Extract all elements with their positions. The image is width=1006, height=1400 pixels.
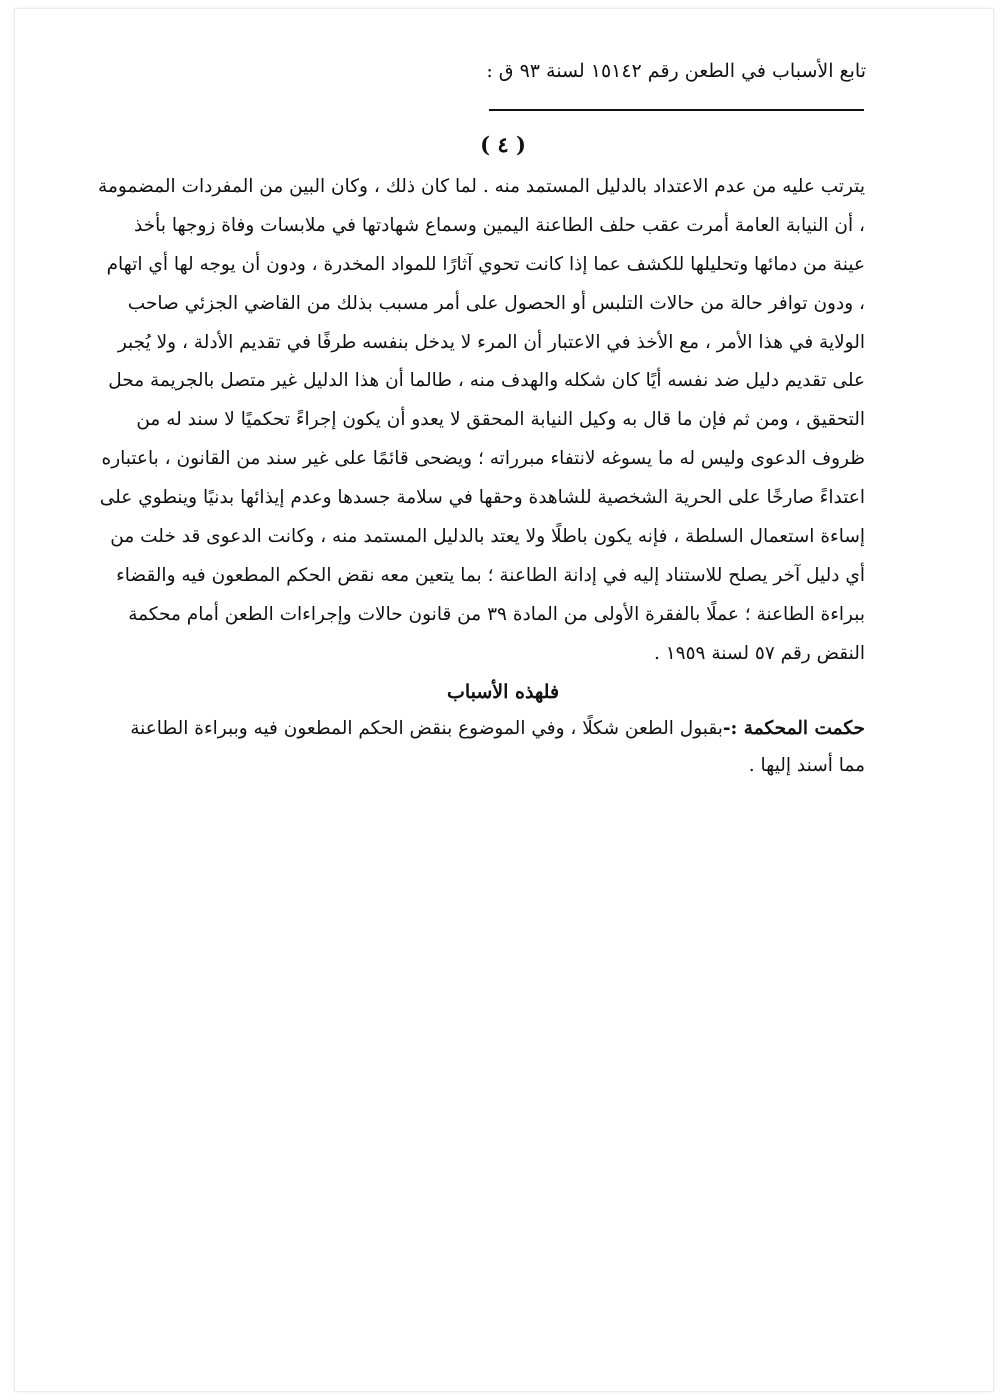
- verdict-label: حكمت المحكمة :-: [722, 718, 865, 739]
- verdict-line-2: مما أسند إليها .: [748, 755, 865, 776]
- body-line: ، ودون توافر حالة من حالات التلبس أو الحصول على أمر مسبب بذلك من القاضي الجزئي صاحب: [127, 292, 865, 314]
- body-line: عينة من دمائها وتحليلها للكشف عما إذا كانت تحوي آثارًا للمواد المخدرة ، ودون أن يوجه لها أي اتهام: [106, 253, 865, 275]
- body-line: التحقيق ، ومن ثم فإن ما قال به وكيل النيابة المحقق لا يعدو أن يكون إجراءً تحكميًا لا سند له من: [136, 409, 865, 431]
- section-heading: فلهذه الأسباب: [446, 681, 560, 703]
- verdict-text: بقبول الطعن شكلًا ، وفي الموضوع بنقض الحكم المطعون فيه وببراءة الطاعنة: [130, 718, 723, 739]
- header-divider: [489, 109, 864, 111]
- reasons-body: [98, 168, 865, 674]
- verdict: [130, 710, 865, 784]
- page-number: ( ٤ ): [480, 132, 526, 157]
- body-line: إساءة استعمال السلطة ، فإنه يكون باطلًا ولا يعتد بالدليل المستمد منه ، وكانت الدعوى قد خلت من: [110, 526, 865, 548]
- body-line: ، أن النيابة العامة أمرت عقب حلف الطاعنة اليمين وسماع شهادتها في ملابسات وفاة زوجها بأخذ: [134, 214, 865, 236]
- body-line: اعتداءً صارخًا على الحرية الشخصية للشاهدة وحقها في سلامة جسدها وعدم إيذائها بدنيًا وينطوي على: [99, 487, 865, 509]
- body-line: ظروف الدعوى وليس له ما يسوغه لانتفاء مبرراته ؛ ويضحى قائمًا على غير سند من القانون ، باعتباره: [101, 448, 865, 470]
- verdict-line-1: [130, 710, 865, 747]
- page-header: تابع الأسباب في الطعن رقم ١٥١٤٢ لسنة ٩٣ ق :: [486, 60, 866, 82]
- body-line: الولاية في هذا الأمر ، مع الأخذ في الاعتبار أن المرء لا يدخل بنفسه طرفًا في تقديم الأدلة ، ولا يُجبر: [117, 331, 865, 353]
- body-line: أي دليل آخر يصلح للاستناد إليه في إدانة الطاعنة ؛ بما يتعين معه نقض الحكم المطعون فيه والقضاء: [116, 564, 865, 586]
- body-line: النقض رقم ٥٧ لسنة ١٩٥٩ .: [653, 642, 865, 664]
- body-line: على تقديم دليل ضد نفسه أيًا كان شكله والهدف منه ، طالما أن هذا الدليل غير متصل بالجريمة محل: [108, 370, 865, 392]
- body-line: يترتب عليه من عدم الاعتداد بالدليل المستمد منه . لما كان ذلك ، وكان البين من المفردات المضمومة: [98, 176, 865, 197]
- body-line: ببراءة الطاعنة ؛ عملًا بالفقرة الأولى من المادة ٣٩ من قانون حالات وإجراءات الطعن أمام محكمة: [128, 603, 865, 625]
